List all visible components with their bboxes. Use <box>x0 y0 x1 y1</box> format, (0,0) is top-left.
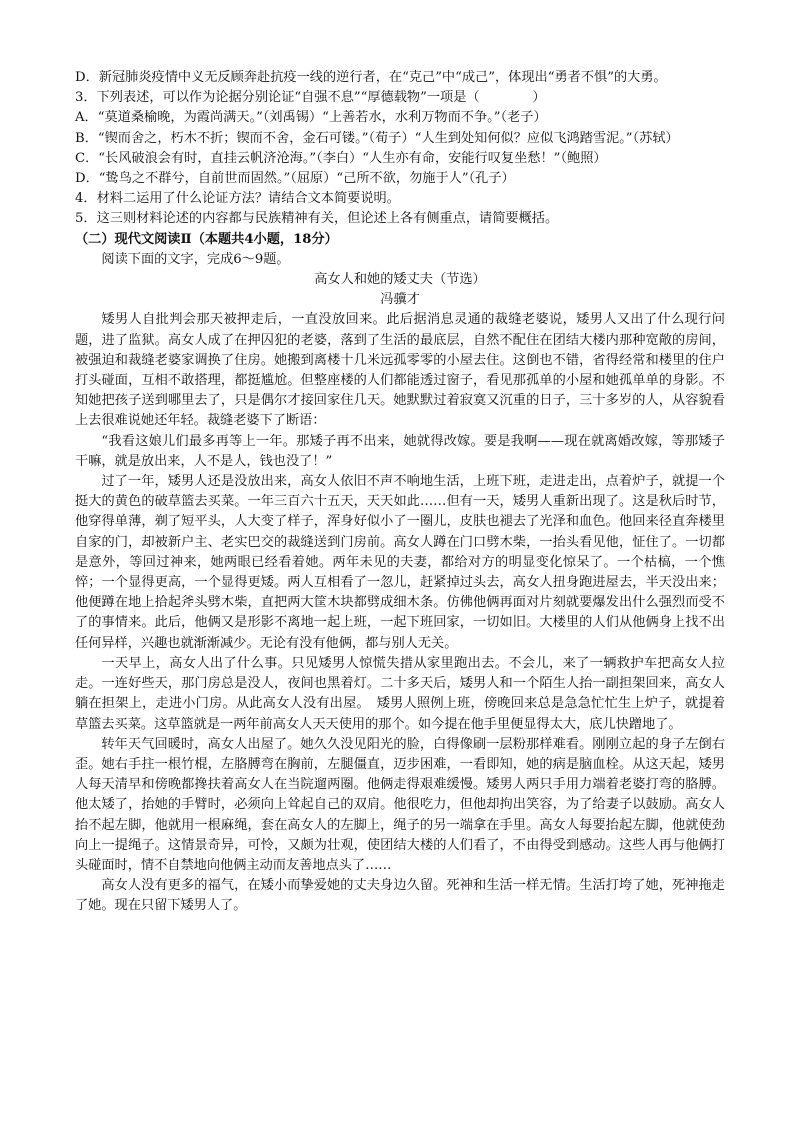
question-2-option-d: D．新冠肺炎疫情中义无反顾奔赴抗疫一线的逆行者，在“克己”中“成己”，体现出“勇者不惧”的大勇。 <box>75 70 667 85</box>
reading-instruction: 阅读下面的文字，完成6～9题。 <box>101 251 290 267</box>
passage-paragraph-1: 矮男人自批判会那天被押走后，一直没放回来。此后据消息灵通的裁缝老婆说，矮男人又出了什么现行问题，进了监狱。高女人成了在押囚犯的老婆，落到了生活的最底层，自然不配住在团结大楼内那种宽敞的房间，被强迫和裁缝老婆家调换了住房。她搬到离楼十几米远孤零零的小屋去住。这倒也不错，省得经常和楼里的住户打头碰面，互相不敢搭理，都挺尴尬。但整座楼的人们都能透过窗子，看见那孤单的小屋和她孤单单的身影。不知她把孩子送到哪里去了，只是偶尔才接回家住几天。她默默过着寂寞又沉重的日子，三十多岁的人，从容貌看上去很难说她还年轻。裁缝老婆下了断语： <box>75 312 725 429</box>
passage-paragraph-5: 转年天气回暖时，高女人出屋了。她久久没见阳光的脸，白得像刷一层粉那样难看。刚刚立起的身子左倒右歪。她右手拄一根竹棍，左胳膊弯在胸前，左腿僵直，迈步困难，一看即知，她的病是脑血栓。从这天起，矮男人每天清早和傍晚都搀扶着高女人在当院遛两圈。他俩走得艰难缓慢。矮男人两只手用力端着老婆打弯的胳膊。他太矮了，抬她的手臂时，必须向上耸起自己的双肩。他很吃力，但他却拘出笑容，为了给妻子以鼓励。高女人抬不起左脚，他就用一根麻绳，套在高女人的左脚上，绳子的另一端拿在手里。高女人每要抬起左脚，他就使劲向上一提绳子。这情景奇异，可怜，又颇为壮观，使团结大楼的人们看了，不由得受到感动。这些人再与他俩打头碰面时，情不自禁地向他俩主动而友善地点头了…… <box>75 736 725 873</box>
passage-paragraph-2: “我看这娘儿们最多再等上一年。那矮子再不出来，她就得改嫁。要是我啊——现在就离婚改嫁，等那矮子干嘛，就是放出来，人不是人，钱也没了！” <box>75 433 725 469</box>
question-3-option-d: D．“鸷鸟之不群兮，自前世而固然。”（屈原）“己所不欲，勿施于人”（孔子） <box>75 171 515 187</box>
question-5: 5．这三则材料论述的内容都与民族精神有关，但论述上各有侧重点，请简要概括。 <box>75 211 559 227</box>
question-3-stem: 3．下列表述，可以作为论据分别论证“自强不息”“厚德载物”一项是（ ） <box>75 90 546 106</box>
question-3-option-c: C．“长风破浪会有时，直挂云帆济沧海。”（李白）“人生亦有命，安能行叹复坐愁！”（鲍照） <box>75 150 607 166</box>
passage-author: 冯骥才 <box>380 292 420 308</box>
section-heading: （二）现代文阅读Ⅱ（本题共4小题，18分） <box>75 231 338 247</box>
question-3-option-a: A．“莫道桑榆晚，为霞尚满天。”（刘禹锡）“上善若水，水利万物而不争。”（老子） <box>75 110 547 126</box>
question-3-option-b: B．“锲而舍之，朽木不折；锲而不舍，金石可镂。”（荀子）“人生到处知何似？应似飞鸿踏雪泥。”（苏轼） <box>75 130 679 146</box>
passage-paragraph-6: 高女人没有更多的福气，在矮小而挚爱她的丈夫身边久留。死神和生活一样无情。生活打垮了她，死神拖走了她。现在只留下矮男人了。 <box>75 878 725 914</box>
question-4: 4．材料二运用了什么论证方法？请结合文本简要说明。 <box>75 191 400 207</box>
exam-page <box>75 68 725 917</box>
passage-paragraph-4: 一天早上，高女人出了什么事。只见矮男人惊慌失措从家里跑出去。不会儿，来了一辆救护车把高女人拉走。一连好些天，那门房总是没人，夜间也黑着灯。二十多天后，矮男人和一个陌生人抬一副担架回来，高女人躺在担架上，走进小门房。从此高女人没有出屋。 矮男人照例上班，傍晚回来总是急急忙忙生上炉子，就提着草篮去买菜。这草篮就是一两年前高女人天天使用的那个。如今提在他手里便显得太大，底儿快蹭地了。 <box>75 655 725 732</box>
passage-paragraph-3: 过了一年，矮男人还是没放出来，高女人依旧不声不响地生活，上班下班，走进走出，点着炉子，就提一个挺大的黄色的破草篮去买菜。一年三百六十五天，天天如此……但有一天，矮男人重新出现了。这是秋后时节，他穿得单薄，剃了短平头，人大变了样子，浑身好似小了一圈儿，皮肤也褪去了光泽和血色。他回来径直奔楼里自家的门，却被新户主、老实巴交的裁缝送到门房前。高女人蹲在门口劈木柴，一抬头看见他，怔住了。一切都是意外，等回过神来，她两眼已经看着她。两年未见的夫妻，都给对方的明显变化惊呆了。一个枯槁，一个憔悴；一个显得更高，一个显得更矮。两人互相看了一忽儿，赶紧掉过头去，高女人扭身跑进屋去，半天没出来；他便蹲在地上拾起斧头劈木柴，直把两大筐木块都劈成细木条。仿佛他俩再面对片刻就要爆发出什么强烈而受不了的事情来。此后，他俩又是形影不离地一起上班，一起下班回家，一切如旧。大楼里的人们从他俩身上找不出任何异样，兴趣也就渐渐减少。无论有没有他俩，都与别人无关。 <box>75 474 725 651</box>
passage-title: 高女人和她的矮丈夫（节选） <box>314 272 486 288</box>
